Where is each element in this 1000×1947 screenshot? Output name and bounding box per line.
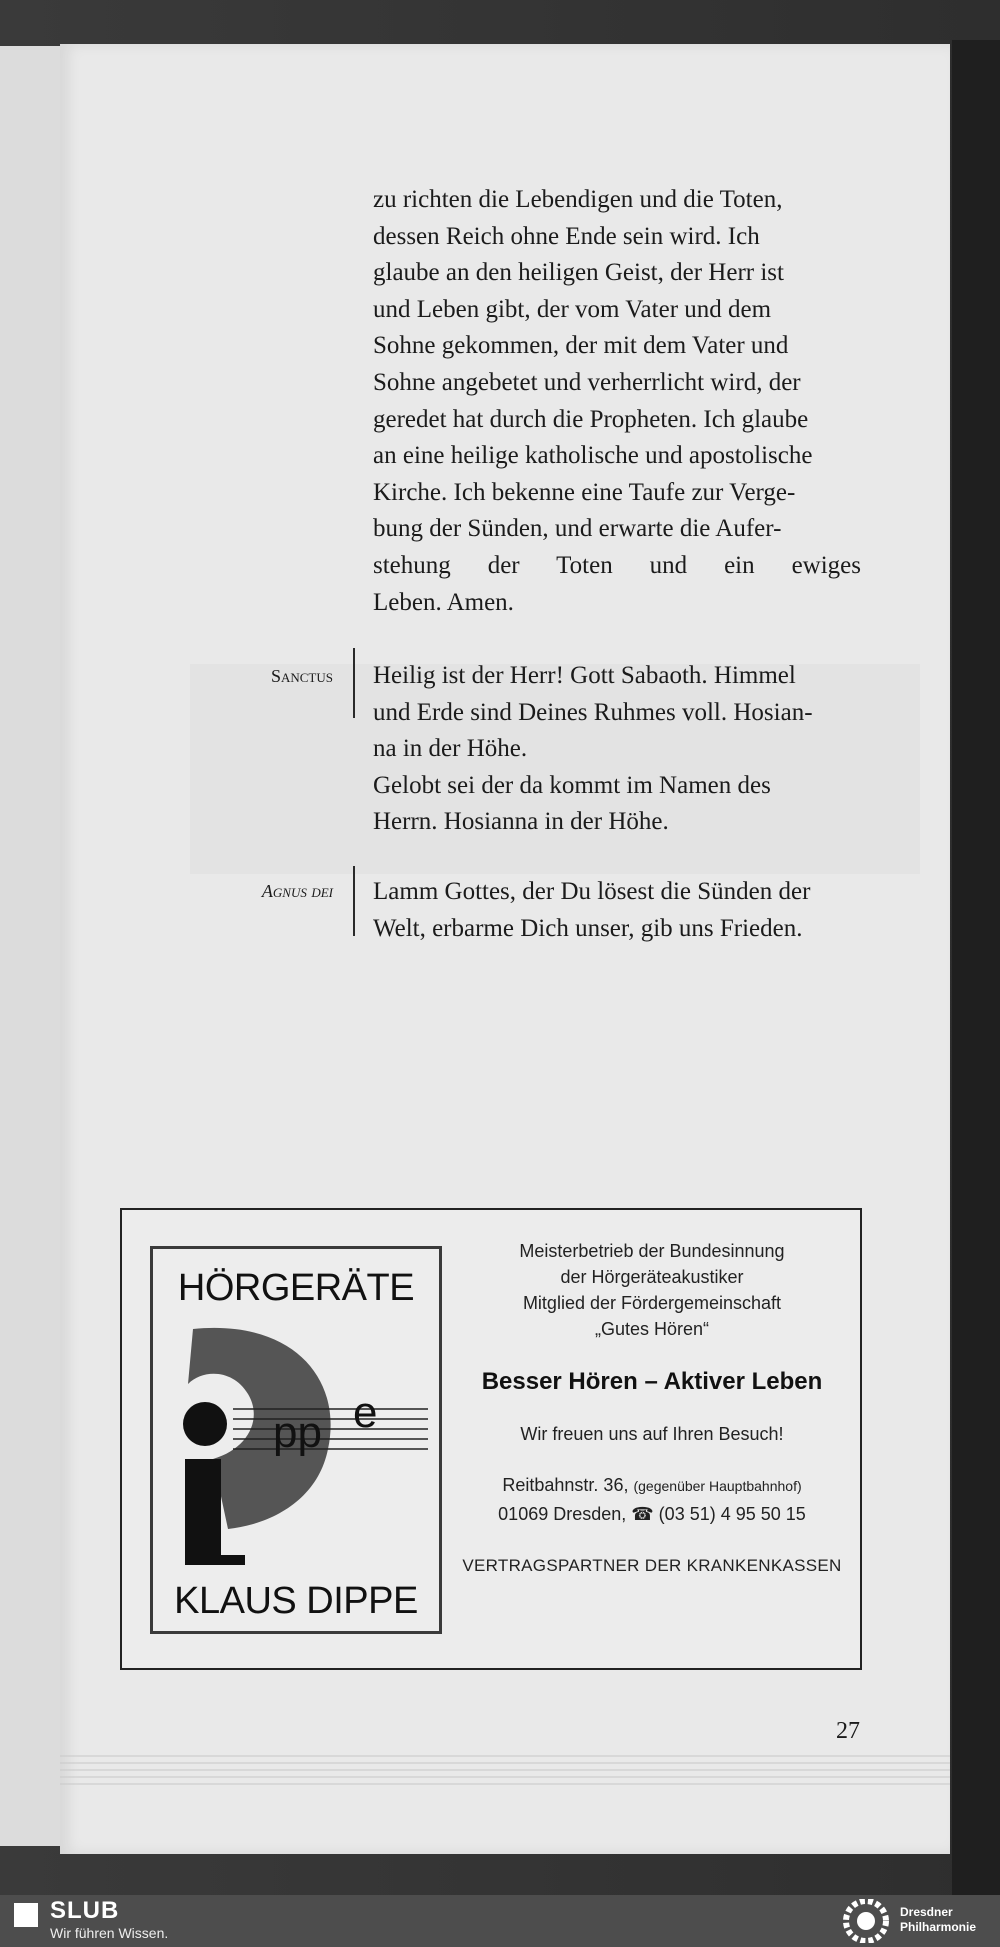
sanctus-text xyxy=(373,658,861,841)
library-tagline: Wir führen Wissen. xyxy=(50,1925,169,1941)
ad-info xyxy=(452,1238,852,1576)
agnus-dei-label: Agnus dei xyxy=(261,881,333,901)
text-line: Lamm Gottes, der Du lösest die Sünden der xyxy=(373,878,811,905)
partner-name-line1: Dresdner xyxy=(900,1905,953,1919)
page-number: 27 xyxy=(836,1718,860,1744)
svg-text:pp: pp xyxy=(273,1408,322,1457)
credo-text xyxy=(373,182,861,621)
text-line: bung der Sünden, und erwarte die Aufer- xyxy=(373,515,782,543)
text-line: an eine heilige katholische und apostolische xyxy=(373,442,813,470)
ad-line: Meisterbetrieb der Bundesinnung xyxy=(519,1241,785,1261)
sanctus-rule xyxy=(353,648,355,718)
text-line: na in der Höhe. xyxy=(373,735,528,763)
ad-footer: VERTRAGSPARTNER DER KRANKENKASSEN xyxy=(462,1556,842,1575)
scan-border-right xyxy=(952,40,1000,1895)
ad-line: Mitglied der Fördergemeinschaft xyxy=(522,1293,782,1313)
text-line: Welt, erbarme Dich unser, gib uns Frieden. xyxy=(373,914,803,942)
company-logo xyxy=(150,1246,442,1634)
text-line: dessen Reich ohne Ende sein wird. Ich xyxy=(373,222,760,250)
ad-city-phone: 01069 Dresden, ☎ (03 51) 4 95 50 15 xyxy=(498,1504,806,1524)
ad-street: Reitbahnstr. 36, xyxy=(502,1475,629,1495)
partner-name-line2: Philharmonie xyxy=(900,1920,977,1934)
text-line: und Erde sind Deines Ruhmes voll. Hosian- xyxy=(373,698,813,726)
text-line: Heilig ist der Herr! Gott Sabaoth. Himmel xyxy=(373,662,796,689)
partner-name xyxy=(900,1905,976,1935)
previous-page-edge xyxy=(0,46,62,1846)
text-line: stehung der Toten und ein ewiges xyxy=(373,551,861,579)
ad-headline: Besser Hören – Aktiver Leben xyxy=(481,1368,823,1395)
ad-street-note: (gegenüber Hauptbahnhof) xyxy=(633,1478,802,1494)
logo-title: HÖRGERÄTE xyxy=(177,1267,415,1309)
philharmonie-logo-icon xyxy=(842,1899,890,1943)
text-line: zu richten die Lebendigen und die Toten, xyxy=(373,186,783,213)
agnus-dei-text xyxy=(373,874,861,947)
svg-text:e: e xyxy=(353,1388,378,1437)
ad-welcome: Wir freuen uns auf Ihren Besuch! xyxy=(520,1424,784,1444)
sanctus-label: Sanctus xyxy=(270,666,333,686)
ad-line: „Gutes Hören“ xyxy=(594,1319,710,1339)
text-line: Herrn. Hosianna in der Höhe. xyxy=(373,808,669,836)
text-line: Sohne angebetet und verherrlicht wird, der xyxy=(373,368,801,396)
text-line: Kirche. Ich bekenne eine Taufe zur Verge- xyxy=(373,478,796,506)
library-name: SLUB xyxy=(50,1897,120,1924)
ad-address xyxy=(452,1471,852,1528)
text-line: Leben. Amen. xyxy=(373,588,514,616)
text-line: geredet hat durch die Propheten. Ich glaube xyxy=(373,405,809,433)
ad-line: der Hörgeräteakustiker xyxy=(560,1267,744,1287)
text-line: Gelobt sei der da kommt im Namen des xyxy=(373,771,771,799)
music-staff-decoration xyxy=(60,1750,950,1790)
text-line: und Leben gibt, der vom Vater und dem xyxy=(373,295,772,323)
ear-note-logo-icon xyxy=(153,1309,439,1589)
hearing-aid-advertisement xyxy=(120,1208,862,1670)
footer-bar xyxy=(0,1895,1000,1947)
agnus-dei-rule xyxy=(353,866,355,936)
slub-logo-icon xyxy=(14,1903,38,1927)
text-line: glaube an den heiligen Geist, der Herr ist xyxy=(373,259,784,287)
logo-company-name: KLAUS DIPPE xyxy=(174,1580,418,1622)
text-line: Sohne gekommen, der mit dem Vater und xyxy=(373,332,789,360)
